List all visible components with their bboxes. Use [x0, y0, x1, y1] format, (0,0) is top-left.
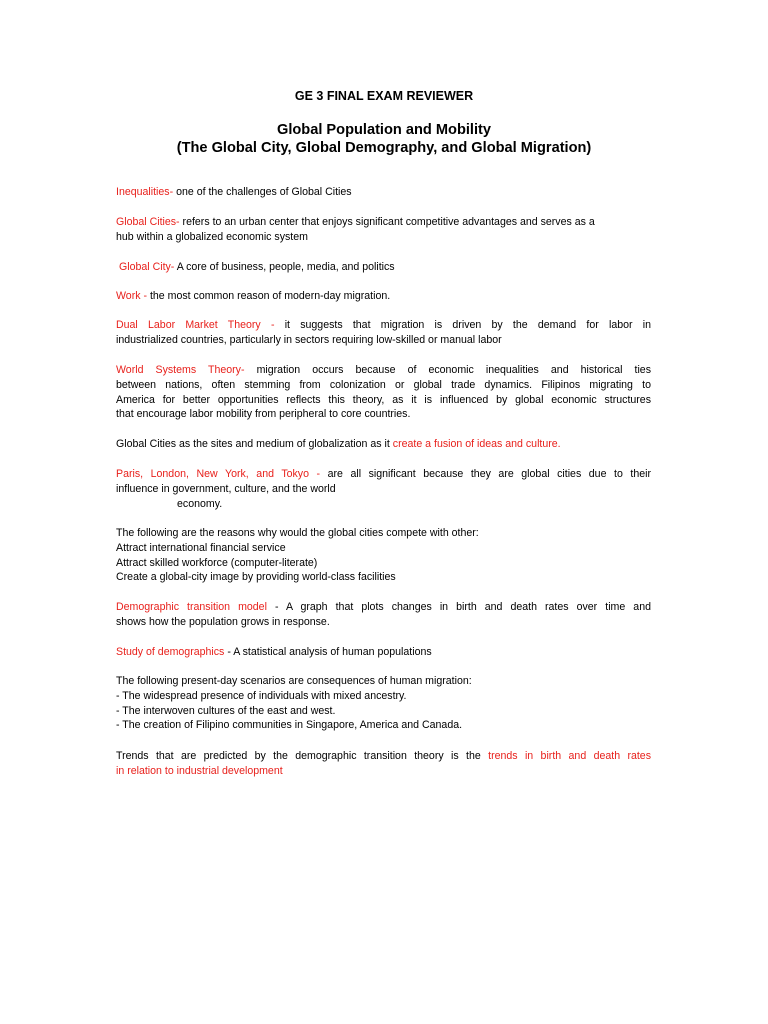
entry-compete-reasons [116, 526, 651, 585]
scenarios-intro: The following present-day scenarios are consequences of human migration: [116, 675, 472, 687]
term-inequalities: Inequalities- [116, 186, 174, 198]
scenario-item: - The widespread presence of individuals with mixed ancestry. [116, 689, 407, 702]
definition-paris-line2: influence in government, culture, and the world [116, 482, 336, 495]
compete-item: Attract international financial service [116, 541, 286, 554]
document-heading: GE 3 FINAL EXAM REVIEWER [294, 89, 474, 103]
entry-demographic-transition-model [116, 600, 651, 630]
definition-demographic-model-line2: shows how the population grows in response. [116, 615, 330, 628]
term-global-cities: Global Cities- [116, 216, 180, 228]
entry-study-of-demographics [116, 645, 651, 660]
entry-work [116, 289, 651, 304]
entry-global-cities [116, 215, 651, 245]
entry-fusion-of-ideas [116, 437, 651, 452]
definition-global-cities-line1: refers to an urban center that enjoys significant competitive advantages and serves as a [182, 216, 595, 228]
definition-world-systems-line4: that encourage labor mobility from peripheral to core countries. [116, 408, 411, 421]
definition-world-systems-line3: America for better opportunities reflects this theory, as it is influenced by global economic structures [116, 393, 651, 406]
definition-dual-labor-line1: it suggests that migration is driven by the demand for labor in [284, 319, 651, 331]
entry-trends [116, 749, 651, 779]
entry-paris-london-ny-tokyo [116, 467, 651, 511]
definition-paris-line1: are all significant because they are global cities due to their [327, 468, 651, 480]
compete-item: Create a global-city image by providing world-class facilities [116, 571, 396, 584]
term-paris-london-ny-tokyo: Paris, London, New York, and Tokyo - [116, 468, 321, 480]
term-work: Work - [116, 290, 147, 302]
fusion-highlight: create a fusion of ideas and culture. [392, 438, 561, 450]
document-title: Global Population and Mobility [276, 122, 492, 138]
entry-migration-scenarios [116, 674, 651, 733]
trends-highlight-line1: trends in birth and death rates [488, 750, 651, 762]
term-dual-labor-market-theory: Dual Labor Market Theory - [116, 319, 275, 331]
definition-dual-labor-line2: industrialized countries, particularly in sectors requiring low-skilled or manual labor [116, 333, 502, 346]
term-world-systems-theory: World Systems Theory- [116, 364, 245, 376]
fusion-text: Global Cities as the sites and medium of globalization as it [116, 438, 390, 450]
compete-intro: The following are the reasons why would the global cities compete with other: [116, 527, 479, 539]
definition-demographic-model-line1: - A graph that plots changes in birth and death rates over time and [274, 601, 651, 613]
entry-inequalities [116, 185, 651, 200]
scenario-item: - The interwoven cultures of the east and west. [116, 704, 336, 717]
scenario-item: - The creation of Filipino communities in Singapore, America and Canada. [116, 719, 463, 732]
term-study-of-demographics: Study of demographics [116, 646, 225, 658]
document-subtitle: (The Global City, Global Demography, and Global Migration) [176, 140, 592, 156]
term-demographic-transition-model: Demographic transition model [116, 601, 267, 613]
definition-inequalities: one of the challenges of Global Cities [176, 186, 352, 198]
definition-paris-line3: economy. [177, 497, 223, 510]
entry-world-systems-theory [116, 363, 651, 422]
definition-work: the most common reason of modern-day migration. [149, 290, 391, 302]
term-global-city: Global City- [119, 261, 175, 273]
definition-study-of-demographics: - A statistical analysis of human populations [227, 646, 432, 658]
definition-global-cities-line2: hub within a globalized economic system [116, 230, 308, 243]
trends-highlight-line2: in relation to industrial development [116, 764, 283, 777]
trends-text: Trends that are predicted by the demographic transition theory is the [116, 750, 481, 762]
compete-item: Attract skilled workforce (computer-literate) [116, 556, 318, 569]
definition-world-systems-line1: migration occurs because of economic inequalities and historical ties [256, 364, 651, 376]
definition-world-systems-line2: between nations, often stemming from colonization or global trade dynamics. Filipinos migrating to [116, 378, 651, 391]
entry-dual-labor-market-theory [116, 318, 651, 348]
definition-global-city: A core of business, people, media, and politics [176, 261, 395, 273]
entry-global-city [119, 260, 654, 275]
